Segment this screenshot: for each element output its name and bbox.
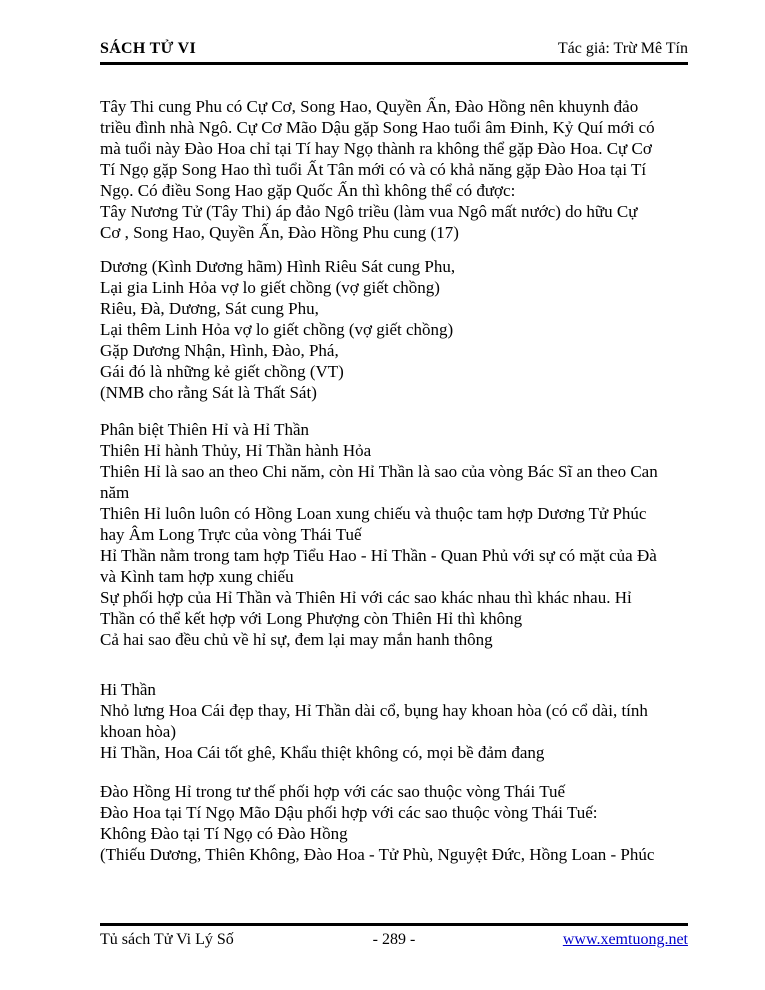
text-line: Tí Ngọ gặp Song Hao thì tuổi Ất Tân mới có và có khả năng gặp Đào Hoa tại Tí: [100, 160, 647, 179]
paragraph-hi-than: [100, 679, 688, 763]
text-line: Phân biệt Thiên Hỉ và Hỉ Thần: [100, 420, 310, 439]
text-line: Hi Thần: [100, 680, 156, 699]
text-line: Sự phối hợp của Hỉ Thần và Thiên Hỉ với các sao khác nhau thì khác nhau. Hỉ: [100, 588, 632, 607]
text-line: Thần có thể kết hợp với Long Phượng còn Thiên Hỉ thì không: [100, 609, 523, 628]
text-line: Tây Thi cung Phu có Cự Cơ, Song Hao, Quyền Ấn, Đào Hồng nên khuynh đảo: [100, 97, 639, 116]
text-line: khoan hòa): [100, 722, 177, 741]
text-line: Gặp Dương Nhận, Hình, Đào, Phá,: [100, 341, 339, 360]
text-line: Lại thêm Linh Hỏa vợ lo giết chồng (vợ giết chồng): [100, 320, 454, 339]
book-title: SÁCH TỬ VI: [100, 40, 197, 57]
footer-website-link[interactable]: www.xemtuong.net: [562, 931, 688, 948]
text-line: và Kình tam hợp xung chiếu: [100, 567, 294, 586]
text-line: Thiên Hỉ luôn luôn có Hồng Loan xung chiếu và thuộc tam hợp Dương Tử Phúc: [100, 504, 647, 523]
text-line: Tây Nương Tử (Tây Thi) áp đảo Ngô triều (làm vua Ngô mất nước) do hữu Cự: [100, 202, 638, 221]
text-line: Lại gia Linh Hỏa vợ lo giết chồng (vợ giết chồng): [100, 278, 440, 297]
text-line: Hỉ Thần, Hoa Cái tốt ghê, Khẩu thiệt không có, mọi bề đảm đang: [100, 743, 545, 762]
body-text: [100, 96, 688, 865]
text-line: Cơ , Song Hao, Quyền Ấn, Đào Hồng Phu cung (17): [100, 223, 459, 242]
text-line: Thiên Hỉ hành Thủy, Hỉ Thần hành Hỏa: [100, 441, 372, 460]
text-line: Cả hai sao đều chủ về hỉ sự, đem lại may mắn hanh thông: [100, 630, 493, 649]
text-line: Thiên Hỉ là sao an theo Chi năm, còn Hỉ Thần là sao của vòng Bác Sĩ an theo Can: [100, 462, 658, 481]
text-line: Đào Hồng Hỉ trong tư thế phối hợp với các sao thuộc vòng Thái Tuế: [100, 782, 566, 801]
page-number: - 289 -: [372, 931, 416, 948]
text-line: Không Đào tại Tí Ngọ có Đào Hồng: [100, 824, 348, 843]
text-line: mà tuổi này Đào Hoa chỉ tại Tí hay Ngọ thành ra không thể gặp Đào Hoa. Cự Cơ: [100, 139, 652, 158]
text-line: năm: [100, 483, 130, 502]
text-line: Ngọ. Có điều Song Hao gặp Quốc Ấn thì không thể có được:: [100, 181, 516, 200]
footer-series-title: Tủ sách Tử Vi Lý Số: [100, 931, 234, 948]
text-line: Gái đó là những kẻ giết chồng (VT): [100, 362, 344, 381]
text-line: Đào Hoa tại Tí Ngọ Mão Dậu phối hợp với các sao thuộc vòng Thái Tuế:: [100, 803, 598, 822]
page-footer: [100, 923, 688, 949]
text-line: (NMB cho rằng Sát là Thất Sát): [100, 383, 317, 402]
paragraph-dao-hong-hi: [100, 781, 688, 865]
paragraph-phan-biet-thien-hi: [100, 419, 688, 650]
text-line: Dương (Kình Dương hãm) Hình Riêu Sát cung Phu,: [100, 257, 456, 276]
paragraph-tay-thi: [100, 96, 688, 243]
page-header: [100, 40, 688, 65]
text-line: triều đình nhà Ngô. Cự Cơ Mão Dậu gặp Song Hao tuổi âm Đinh, Kỷ Quí mới có: [100, 118, 655, 137]
text-line: hay Âm Long Trực của vòng Thái Tuế: [100, 525, 362, 544]
author-credit: Tác giả: Trừ Mê Tín: [557, 40, 688, 57]
paragraph-verse-cung-phu: [100, 256, 688, 403]
text-line: Nhỏ lưng Hoa Cái đẹp thay, Hỉ Thần dài cổ, bụng hay khoan hòa (có cổ dài, tính: [100, 701, 648, 720]
text-line: Hỉ Thần nằm trong tam hợp Tiểu Hao - Hỉ Thần - Quan Phủ với sự có mặt của Đà: [100, 546, 657, 565]
text-line: Riêu, Đà, Dương, Sát cung Phu,: [100, 299, 319, 318]
text-line: (Thiếu Dương, Thiên Không, Đào Hoa - Tử Phù, Nguyệt Đức, Hồng Loan - Phúc: [100, 845, 655, 864]
